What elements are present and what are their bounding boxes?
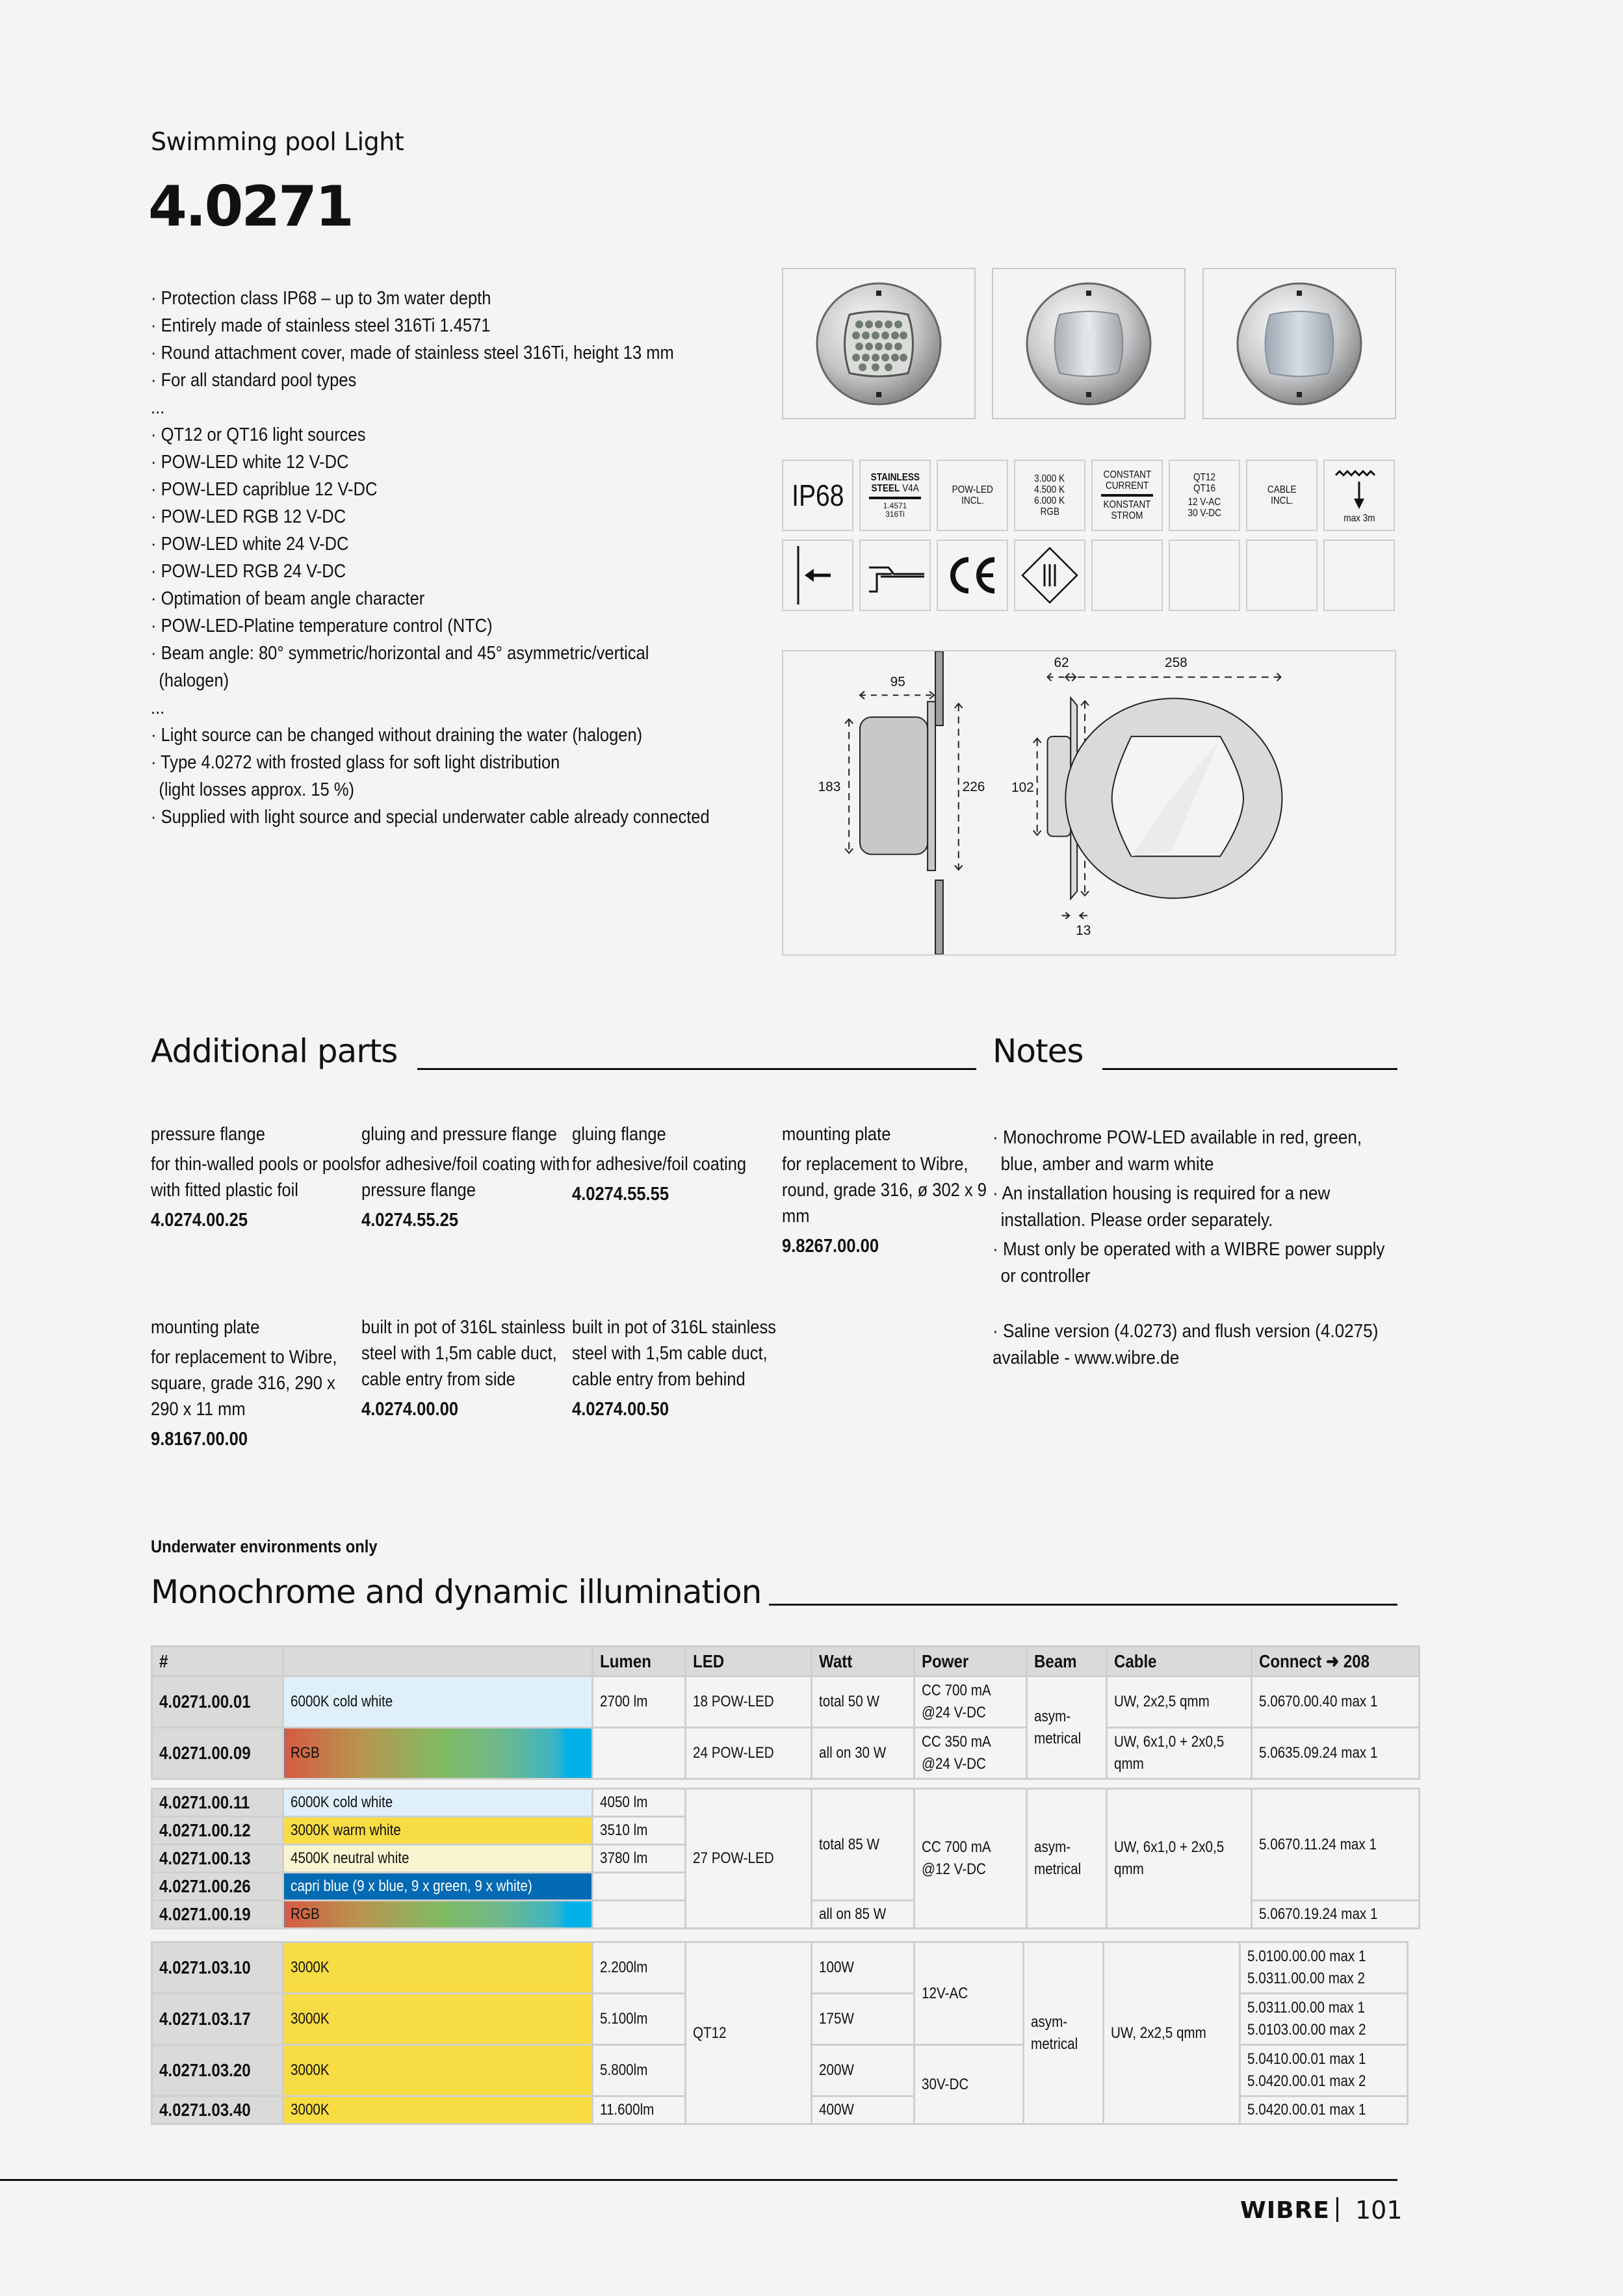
environment-note: Underwater environments only — [151, 1537, 378, 1556]
illumination-heading: Monochrome and dynamic illumination — [151, 1573, 762, 1611]
additional-parts-heading: Additional parts — [151, 1032, 398, 1070]
feature-item: · QT12 or QT16 light sources — [151, 424, 366, 445]
col-header-lumen: Lumen — [593, 1647, 686, 1676]
flush-mount-badge — [859, 540, 931, 611]
pool-light-led-image — [814, 279, 944, 409]
product-code: 4.0271.00.19 — [152, 1901, 283, 1929]
note-item: · Monochrome POW-LED available in red, green, blue, amber and warm white — [993, 1127, 1362, 1175]
protection-class-iii-badge — [1014, 540, 1085, 611]
lumen-cell: 4050 lm — [593, 1789, 686, 1817]
additional-part — [572, 1314, 780, 1422]
illumination-table-halogen — [151, 1941, 1409, 2125]
additional-part — [782, 1121, 990, 1259]
col-header-watt: Watt — [812, 1647, 915, 1676]
color-swatch-cell: 6000K cold white — [283, 1789, 593, 1817]
color-swatch-cell: capri blue (9 x blue, 9 x green, 9 x white) — [283, 1873, 593, 1901]
part-name: mounting plate — [782, 1124, 891, 1145]
note-item: · Saline version (4.0273) and flush version (4.0275) available - www.wibre.de — [993, 1321, 1379, 1368]
dc-voltage-label: 30 V-DC — [1188, 508, 1221, 519]
note-item: · An installation housing is required for a new installation. Please order separately. — [993, 1183, 1331, 1231]
feature-list — [151, 285, 801, 831]
wall-mount-icon — [792, 546, 844, 605]
additional-part — [361, 1314, 569, 1422]
table-row — [152, 1676, 1420, 1728]
cable-included-badge — [1246, 460, 1318, 531]
watt-cell: 100W — [812, 1942, 915, 1994]
connect-cell[interactable]: 5.0635.09.24 max 1 — [1252, 1728, 1420, 1779]
steel-label: STEEL — [871, 483, 900, 494]
connect-cell[interactable]: 5.0670.11.24 max 1 — [1252, 1789, 1420, 1901]
feature-item: · Round attachment cover, made of stainless steel 316Ti, height 13 mm — [151, 343, 674, 363]
power-cell: CC 700 mA @12 V-DC — [915, 1789, 1027, 1929]
watt-cell: total 50 W — [812, 1676, 915, 1728]
feature-item: · Optimation of beam angle character — [151, 588, 425, 609]
part-name: mounting plate — [151, 1317, 260, 1338]
feature-item: · For all standard pool types — [151, 370, 357, 391]
flange-profile — [928, 701, 935, 870]
feature-item: ... — [151, 397, 165, 418]
dim-diameter-258: 258 — [1165, 655, 1188, 670]
feature-item: · Beam angle: 80° symmetric/horizontal and 45° asymmetric/vertical — [151, 643, 649, 664]
lumen-cell — [593, 1901, 686, 1929]
col-header-beam: Beam — [1027, 1647, 1107, 1676]
dim-flange-height-226: 226 — [962, 779, 985, 795]
part-code: 4.0274.00.25 — [151, 1210, 248, 1231]
watt-cell: total 85 W — [812, 1789, 915, 1901]
part-code: 4.0274.00.50 — [572, 1399, 669, 1420]
connect-cell[interactable]: 5.0410.00.01 max 1 5.0420.00.01 max 2 — [1240, 2045, 1408, 2096]
product-code: 4.0271.00.11 — [152, 1789, 283, 1817]
qt16-label: QT16 — [1193, 483, 1215, 494]
part-code: 4.0274.55.55 — [572, 1184, 669, 1205]
lumen-cell: 5.800lm — [593, 2045, 686, 2096]
table-row — [152, 1728, 1420, 1779]
cable-cell: UW, 2x2,5 qmm — [1104, 1942, 1240, 2124]
product-number: 4.0271 — [148, 174, 352, 239]
water-depth-badge — [1323, 460, 1395, 531]
wall-segment — [935, 651, 943, 725]
feature-item: · POW-LED RGB 12 V-DC — [151, 506, 346, 527]
part-description: for adhesive/foil coating — [572, 1154, 747, 1175]
part-name: pressure flange — [151, 1124, 265, 1145]
part-code: 4.0274.55.25 — [361, 1210, 459, 1231]
ce-mark-badge — [937, 540, 1008, 611]
temp-rgb: RGB — [1040, 506, 1059, 517]
watt-cell: 400W — [812, 2096, 915, 2124]
empty-badge-slot — [1323, 540, 1395, 611]
feature-item: · Supplied with light source and special underwater cable already connected — [151, 807, 710, 828]
part-description: for adhesive/foil coating with pressure flange — [361, 1154, 570, 1201]
footer-rule — [0, 2179, 1397, 2181]
connect-cell[interactable]: 5.0670.00.40 max 1 — [1252, 1676, 1420, 1728]
empty-badge-slot — [1169, 540, 1240, 611]
product-code: 4.0271.00.12 — [152, 1817, 283, 1845]
table-row — [152, 1789, 1420, 1817]
table-header-row — [152, 1647, 1420, 1676]
pool-light-halogen-frosted-image — [1234, 279, 1364, 409]
part-name: gluing flange — [572, 1124, 666, 1145]
col-header-connect[interactable]: Connect ➜ 208 — [1252, 1647, 1420, 1676]
col-header-color — [283, 1647, 593, 1676]
additional-part — [151, 1121, 362, 1233]
flush-mount-icon — [863, 556, 928, 595]
product-code: 4.0271.00.01 — [152, 1676, 283, 1728]
max-depth-label: max 3m — [1343, 512, 1375, 524]
feature-item: · POW-LED white 12 V-DC — [151, 452, 349, 473]
part-code: 4.0274.00.00 — [361, 1399, 459, 1420]
dimension-drawing — [783, 651, 1395, 954]
material-grade: 316Ti — [885, 510, 905, 519]
col-header-cable: Cable — [1107, 1647, 1252, 1676]
part-description: for replacement to Wibre, round, grade 316, ø 302 x 9 mm — [782, 1154, 987, 1227]
protection-class-iii-icon — [1020, 546, 1079, 605]
empty-badge-slot — [1246, 540, 1318, 611]
product-code: 4.0271.00.09 — [152, 1728, 283, 1779]
technical-drawing — [782, 650, 1396, 956]
color-swatch-cell: 3000K — [283, 2045, 593, 2096]
feature-item: · POW-LED capriblue 12 V-DC — [151, 479, 378, 500]
led-cell: 27 POW-LED — [686, 1789, 812, 1929]
feature-item: · Entirely made of stainless steel 316Ti 1.4571 — [151, 315, 491, 336]
col-header-led: LED — [686, 1647, 812, 1676]
beam-cell: asym- metrical — [1027, 1676, 1107, 1779]
feature-item: · POW-LED-Platine temperature control (NTC) — [151, 616, 493, 636]
section-rule — [769, 1604, 1397, 1606]
power-cell: 12V-AC — [915, 1942, 1024, 2045]
beam-cell: asym- metrical — [1027, 1789, 1107, 1929]
temp-3000k: 3.000 K — [1034, 473, 1065, 484]
page-number: 101 — [1355, 2196, 1403, 2224]
current-label: CURRENT — [1105, 480, 1149, 491]
v4a-label: V4A — [902, 483, 919, 494]
constant-current-badge — [1091, 460, 1163, 531]
connect-cell[interactable]: 5.0100.00.00 max 1 5.0311.00.00 max 2 — [1240, 1942, 1408, 1994]
power-cell: CC 700 mA @24 V-DC — [915, 1676, 1027, 1728]
lumen-cell: 3510 lm — [593, 1817, 686, 1845]
color-swatch-cell: 6000K cold white — [283, 1676, 593, 1728]
lumen-cell: 2700 lm — [593, 1676, 686, 1728]
color-swatch-cell: 4500K neutral white — [283, 1845, 593, 1873]
product-code: 4.0271.03.20 — [152, 2045, 283, 2096]
color-swatch-cell: 3000K — [283, 2096, 593, 2124]
section-rule — [1102, 1068, 1397, 1070]
lumen-cell: 3780 lm — [593, 1845, 686, 1873]
connect-cell[interactable]: 5.0311.00.00 max 1 5.0103.00.00 max 2 — [1240, 1994, 1408, 2045]
incl-label: INCL. — [1270, 495, 1293, 506]
feature-item: · Light source can be changed without draining the water (halogen) — [151, 725, 643, 746]
power-cell: 30V-DC — [915, 2045, 1024, 2124]
ip68-badge — [782, 460, 853, 531]
product-photo-halogen-frosted — [1202, 268, 1396, 419]
dim-housing-height-183: 183 — [818, 779, 841, 795]
color-temperature-badge — [1014, 460, 1085, 531]
lumen-cell: 5.100lm — [593, 1994, 686, 2045]
pow-led-badge — [937, 460, 1008, 531]
dim-depth-95: 95 — [890, 674, 905, 690]
part-description: for replacement to Wibre, square, grade 316, 290 x 290 x 11 mm — [151, 1347, 337, 1420]
cable-cell: UW, 2x2,5 qmm — [1107, 1676, 1252, 1728]
stainless-steel-badge — [859, 460, 931, 531]
lumen-cell: 11.600lm — [593, 2096, 686, 2124]
cable-cell: UW, 6x1,0 + 2x0,5 qmm — [1107, 1728, 1252, 1779]
color-swatch-cell: 3000K — [283, 1942, 593, 1994]
product-code: 4.0271.00.26 — [152, 1873, 283, 1901]
product-photo-led — [782, 268, 976, 419]
dim-depth-62: 62 — [1054, 655, 1069, 670]
col-header-code: # — [152, 1647, 283, 1676]
part-code: 9.8167.00.00 — [151, 1429, 248, 1450]
product-code: 4.0271.00.13 — [152, 1845, 283, 1873]
lumen-cell — [593, 1728, 686, 1779]
product-category: Swimming pool Light — [151, 127, 404, 156]
lumen-cell — [593, 1873, 686, 1901]
illumination-table-led-24v — [151, 1645, 1420, 1780]
dim-body-height-102: 102 — [1011, 780, 1034, 796]
color-swatch-cell: RGB — [283, 1901, 593, 1929]
additional-part — [151, 1314, 359, 1452]
feature-item: · POW-LED white 24 V-DC — [151, 534, 349, 554]
pow-led-label: POW-LED — [952, 484, 993, 495]
wall-mount-badge — [782, 540, 853, 611]
divider — [869, 497, 921, 499]
additional-part — [361, 1121, 569, 1233]
table-row — [152, 1942, 1408, 1994]
constant-label: CONSTANT — [1103, 469, 1151, 480]
watt-cell: 200W — [812, 2045, 915, 2096]
feature-item: (light losses approx. 15 %) — [159, 779, 355, 800]
part-code: 9.8267.00.00 — [782, 1236, 879, 1257]
part-description: built in pot of 316L stainless steel with 1,5m cable duct, cable entry from side — [361, 1317, 566, 1390]
feature-item: (halogen) — [159, 670, 229, 691]
cable-label: CABLE — [1267, 484, 1297, 495]
cable-cell: UW, 6x1,0 + 2x0,5 qmm — [1107, 1789, 1252, 1929]
product-code: 4.0271.03.17 — [152, 1994, 283, 2045]
section-rule — [417, 1068, 976, 1070]
ce-mark-icon — [946, 556, 998, 595]
additional-part — [572, 1121, 780, 1207]
notes-heading: Notes — [993, 1032, 1084, 1070]
part-description: built in pot of 316L stainless steel with 1,5m cable duct, cable entry from behind — [572, 1317, 777, 1390]
stainless-label: STAINLESS — [870, 472, 920, 483]
temp-4500k: 4.500 K — [1034, 484, 1065, 495]
divider — [1101, 494, 1153, 497]
led-cell: 24 POW-LED — [686, 1728, 812, 1779]
color-swatch-cell: 3000K warm white — [283, 1817, 593, 1845]
watt-cell: all on 30 W — [812, 1728, 915, 1779]
feature-item: · Protection class IP68 – up to 3m water depth — [151, 288, 491, 309]
lumen-cell: 2.200lm — [593, 1942, 686, 1994]
wall-segment — [935, 880, 943, 954]
housing-profile — [860, 717, 928, 854]
beam-cell: asym- metrical — [1024, 1942, 1104, 2124]
dim-cover-thickness-13: 13 — [1076, 923, 1091, 939]
col-header-power: Power — [915, 1647, 1027, 1676]
color-swatch-cell: RGB — [283, 1728, 593, 1779]
watt-cell: 175W — [812, 1994, 915, 2045]
power-cell: CC 350 mA @24 V-DC — [915, 1728, 1027, 1779]
lamp-voltage-badge — [1169, 460, 1240, 531]
ip68-label: IP68 — [791, 478, 844, 512]
watt-cell: all on 85 W — [812, 1901, 915, 1929]
illumination-table-led-12v — [151, 1788, 1420, 1929]
product-code: 4.0271.03.40 — [152, 2096, 283, 2124]
pool-light-halogen-clear-image — [1024, 279, 1154, 409]
strom-label: STROM — [1111, 510, 1143, 521]
feature-item: · Type 4.0272 with frosted glass for soft light distribution — [151, 752, 560, 773]
temp-6000k: 6.000 K — [1034, 495, 1065, 506]
water-depth-icon — [1333, 467, 1385, 513]
ac-voltage-label: 12 V-AC — [1188, 497, 1221, 508]
product-photo-halogen-clear — [992, 268, 1186, 419]
empty-badge-slot — [1091, 540, 1163, 611]
feature-item: ... — [151, 698, 165, 718]
notes-list — [993, 1125, 1409, 1374]
part-name: gluing and pressure flange — [361, 1124, 557, 1145]
brand-logo: WIBRE — [1240, 2197, 1330, 2224]
qt12-label: QT12 — [1193, 472, 1215, 483]
part-description: for thin-walled pools or pools with fitted plastic foil — [151, 1154, 362, 1201]
incl-label: INCL. — [961, 495, 984, 506]
feature-item: · POW-LED RGB 24 V-DC — [151, 561, 346, 582]
led-cell: QT12 — [686, 1942, 812, 2124]
note-item: · Must only be operated with a WIBRE power supply or controller — [993, 1239, 1385, 1286]
konstant-label: KONSTANT — [1103, 499, 1151, 510]
product-code: 4.0271.03.10 — [152, 1942, 283, 1994]
connect-cell[interactable]: 5.0420.00.01 max 1 — [1240, 2096, 1408, 2124]
connect-cell[interactable]: 5.0670.19.24 max 1 — [1252, 1901, 1420, 1929]
led-cell: 18 POW-LED — [686, 1676, 812, 1728]
footer-separator — [1336, 2197, 1338, 2222]
material-number: 1.4571 — [883, 501, 907, 510]
color-swatch-cell: 3000K — [283, 1994, 593, 2045]
